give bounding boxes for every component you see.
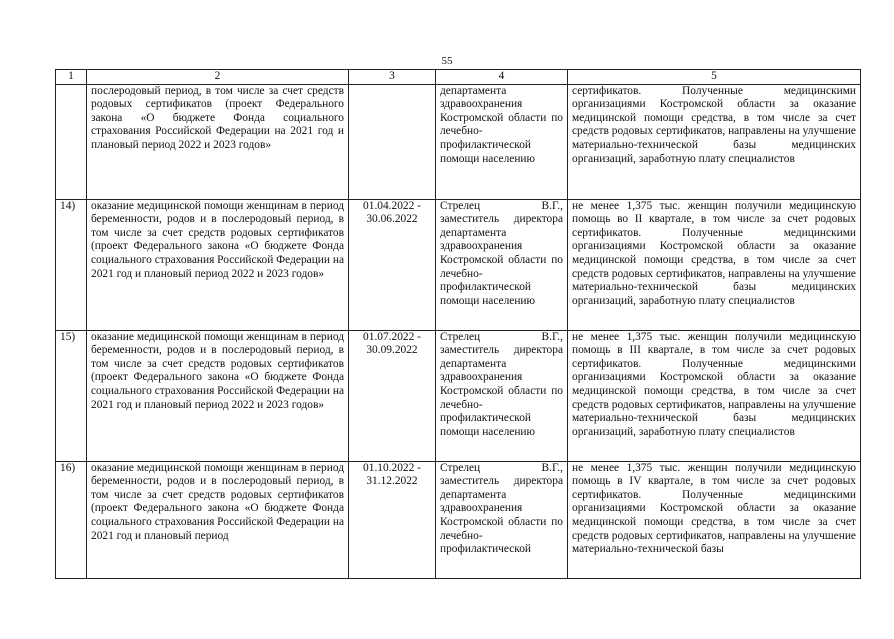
- event-cell: оказание медицинской помощи женщинам в период беременности, родов и в послеродовый период, в том числе за счет средств родовых сертификатов (проект Федерального закона «О бюджете Фонда социального страхования Российской Федерации на 2021 год и плановый период 2022 и 2023 годов»: [87, 199, 349, 330]
- result-cell: не менее 1,375 тыс. женщин получили медицинскую помощь во II квартале, в том числе за счет родовых сертификатов. Полученные медицинскими организациями Костромской области за оказание медицинской помощи средства, в том числе за счет средств родовых сертификатов, направлены на улучшение материально-технической базы медицинских организаций, заработную плату специалистов: [568, 199, 861, 330]
- table-row: [56, 461, 861, 578]
- event-cell: оказание медицинской помощи женщинам в период беременности, родов и в послеродовый период, в том числе за счет средств родовых сертификатов (проект Федерального закона «О бюджете Фонда социального страхования Российской Федерации на 2021 год и плановый период: [87, 461, 349, 578]
- responsible-cell: департамента здравоохранения Костромской области по лечебно-профилактической помощи населению: [436, 84, 568, 199]
- result-cell: не менее 1,375 тыс. женщин получили медицинскую помощь в III квартале, в том числе за счет родовых сертификатов. Полученные медицинскими организациями Костромской области за оказание медицинской помощи средства, в том числе за счет средств родовых сертификатов, направлены на улучшение материально-технической базы медицинских организаций, заработную плату специалистов: [568, 330, 861, 461]
- responsible-cell: Стрелец В.Г., заместитель директора департамента здравоохранения Костромской области по лечебно-профилактической помощи населению: [436, 330, 568, 461]
- row-number: 15): [56, 330, 87, 461]
- column-number-row: [56, 70, 861, 85]
- table-row: [56, 84, 861, 199]
- period-cell: 01.04.2022 - 30.06.2022: [349, 199, 436, 330]
- column-header-5: 5: [568, 70, 861, 85]
- row-number: 16): [56, 461, 87, 578]
- result-cell: не менее 1,375 тыс. женщин получили медицинскую помощь в IV квартале, в том числе за счет родовых сертификатов. Полученные медицинскими организациями Костромской области за оказание медицинской помощи средства, в том числе за счет средств родовых сертификатов, направлены на улучшение материально-технической базы: [568, 461, 861, 578]
- column-header-3: 3: [349, 70, 436, 85]
- column-header-2: 2: [87, 70, 349, 85]
- period-cell: 01.10.2022 - 31.12.2022: [349, 461, 436, 578]
- period-cell: 01.07.2022 - 30.09.2022: [349, 330, 436, 461]
- result-cell: сертификатов. Полученные медицинскими организациями Костромской области за оказание медицинской помощи средства, в том числе за счет средств родовых сертификатов, направлены на улучшение материально-технической базы медицинских организаций, заработную плату специалистов: [568, 84, 861, 199]
- responsible-cell: Стрелец В.Г., заместитель директора департамента здравоохранения Костромской области по лечебно-профилактической: [436, 461, 568, 578]
- event-cell: послеродовый период, в том числе за счет средств родовых сертификатов (проект Федерального закона «О бюджете Фонда социального страхования Российской Федерации на 2021 год и плановый период 2022 и 2023 годов»: [87, 84, 349, 199]
- column-header-1: 1: [56, 70, 87, 85]
- column-header-4: 4: [436, 70, 568, 85]
- row-number: [56, 84, 87, 199]
- row-number: 14): [56, 199, 87, 330]
- table-row: [56, 330, 861, 461]
- plan-table: [55, 69, 861, 579]
- table-row: [56, 199, 861, 330]
- responsible-cell: Стрелец В.Г., заместитель директора департамента здравоохранения Костромской области по лечебно-профилактической помощи населению: [436, 199, 568, 330]
- event-cell: оказание медицинской помощи женщинам в период беременности, родов и в послеродовый период, в том числе за счет средств родовых сертификатов (проект Федерального закона «О бюджете Фонда социального страхования Российской Федерации на 2021 год и плановый период 2022 и 2023 годов»: [87, 330, 349, 461]
- period-cell: [349, 84, 436, 199]
- page-number: 55: [441, 55, 453, 67]
